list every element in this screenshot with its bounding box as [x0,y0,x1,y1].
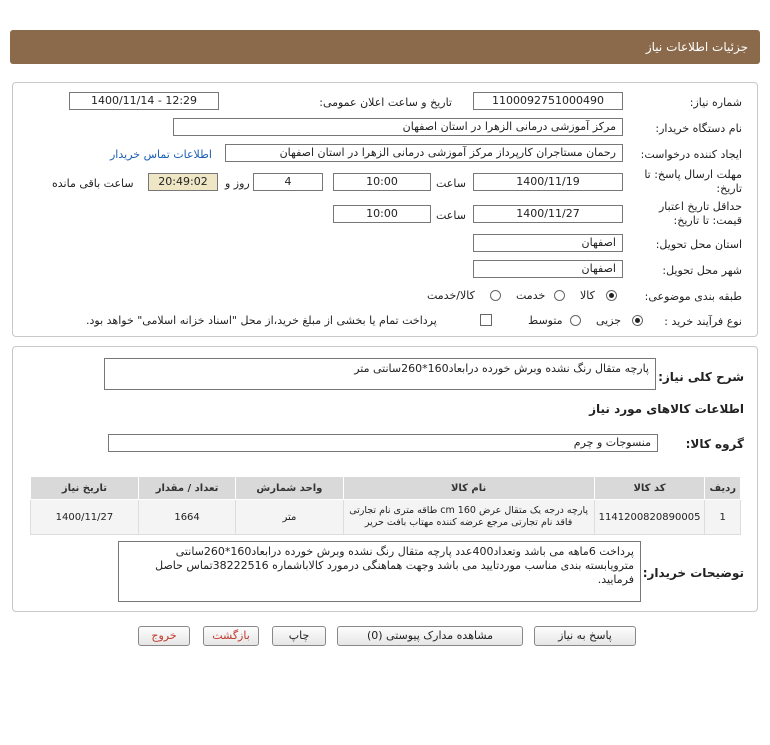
row-code: 1141200820890005 [594,500,705,535]
validity-date-field: 1400/11/27 [473,205,623,223]
col-name-header: نام کالا [343,477,594,500]
announce-field: 1400/11/14 - 12:29 [69,92,219,110]
goods-group-label: گروه کالا: [685,437,744,451]
exit-button[interactable]: خروج [138,626,190,646]
validity-label-line2: قیمت: تا تاریخ: [673,214,742,227]
attachments-button[interactable]: مشاهده مدارک پیوستی (0) [337,626,523,646]
goods-table-header [31,477,741,500]
col-date-header: تاریخ نیاز [31,477,139,500]
need-number-label: شماره نیاز: [689,96,742,109]
validity-label-line1: حداقل تاریخ اعتبار [658,200,742,213]
category-radio-both[interactable] [490,290,501,301]
announce-label: تاریخ و ساعت اعلان عمومی: [319,96,452,109]
deadline-label-line1: مهلت ارسال پاسخ: تا [644,168,742,181]
creator-field: رحمان مستاجران کارپرداز مرکز آموزشی درمانی الزهرا در استان اصفهان [225,144,623,162]
treasury-payment-note: پرداخت تمام یا بخشی از مبلغ خرید،از محل "اسناد خزانه اسلامی" خواهد بود. [86,314,437,327]
validity-label [659,200,742,228]
buyer-field: مرکز آموزشی درمانی الزهرا در استان اصفهان [173,118,623,136]
need-number-field: 1100092751000490 [473,92,623,110]
category-label: طبقه بندی موضوعی: [644,290,742,303]
print-button[interactable]: چاپ [272,626,326,646]
col-index-header: ردیف [705,477,741,500]
remaining-time-field: 20:49:02 [148,173,218,191]
creator-label: ایجاد کننده درخواست: [640,148,742,161]
buyer-contact-link[interactable]: اطلاعات تماس خریدار [110,148,212,161]
days-label: روز و [225,177,250,190]
category-option-both: کالا/خدمت [427,289,475,302]
deadline-date-field: 1400/11/19 [473,173,623,191]
province-field: اصفهان [473,234,623,252]
remaining-label: ساعت باقی مانده [52,177,134,190]
process-option-medium: متوسط [528,314,563,327]
deadline-label [644,168,742,196]
summary-label: شرح کلی نیاز: [658,370,744,384]
goods-table [30,476,741,535]
category-option-service: خدمت [516,289,546,302]
province-label: استان محل تحویل: [655,238,742,251]
row-index: 1 [705,500,741,535]
page-title: جزئیات اطلاعات نیاز [645,40,748,54]
category-radio-goods[interactable] [606,290,617,301]
summary-field: پارچه متقال رنگ نشده وبرش خورده درابعاد160*260سانتی متر [104,358,656,390]
buyer-label: نام دستگاه خریدار: [655,122,742,135]
table-row [31,500,741,535]
deadline-time-field: 10:00 [333,173,431,191]
city-field: اصفهان [473,260,623,278]
row-name: پارچه درجه یک متقال عرض cm 160 طاقه متری نام تجارتی فاقد نام تجارتی مرجع عرضه کننده مهتاب بافت حریر [343,500,594,535]
row-unit: متر [236,500,343,535]
goods-info-title: اطلاعات کالاهای مورد نیاز [589,402,744,416]
buyer-notes-label: توضیحات خریدار: [642,566,744,580]
col-code-header: کد کالا [594,477,705,500]
buyer-notes-field: پرداخت 6ماهه می باشد وتعداد400عدد پارچه متقال رنگ نشده وبرش خورده درابعاد160*260سانتی مترویابسته بندی مناسب موردتایید می باشد وجهت هماهنگی درمورد کالاباشماره 38222516تماس حاصل فرمایید. [118,541,641,602]
category-radio-service[interactable] [554,290,565,301]
process-option-minor: جزیی [596,314,622,327]
deadline-time-label: ساعت [436,177,466,190]
validity-time-label: ساعت [436,209,466,222]
col-unit-header: واحد شمارش [236,477,343,500]
goods-group-field: منسوجات و چرم [108,434,658,452]
row-date: 1400/11/27 [31,500,139,535]
row-qty: 1664 [138,500,235,535]
process-label: نوع فرآیند خرید : [664,315,742,328]
back-button[interactable]: بازگشت [203,626,259,646]
col-qty-header: تعداد / مقدار [138,477,235,500]
process-radio-medium[interactable] [570,315,581,326]
treasury-payment-checkbox[interactable] [480,314,492,326]
days-field: 4 [253,173,323,191]
reply-button[interactable]: پاسخ به نیاز [534,626,636,646]
deadline-label-line2: تاریخ: [716,182,742,195]
category-option-goods: کالا [580,289,595,302]
city-label: شهر محل تحویل: [662,264,742,277]
validity-time-field: 10:00 [333,205,431,223]
page-header [10,30,760,64]
process-radio-minor[interactable] [632,315,643,326]
